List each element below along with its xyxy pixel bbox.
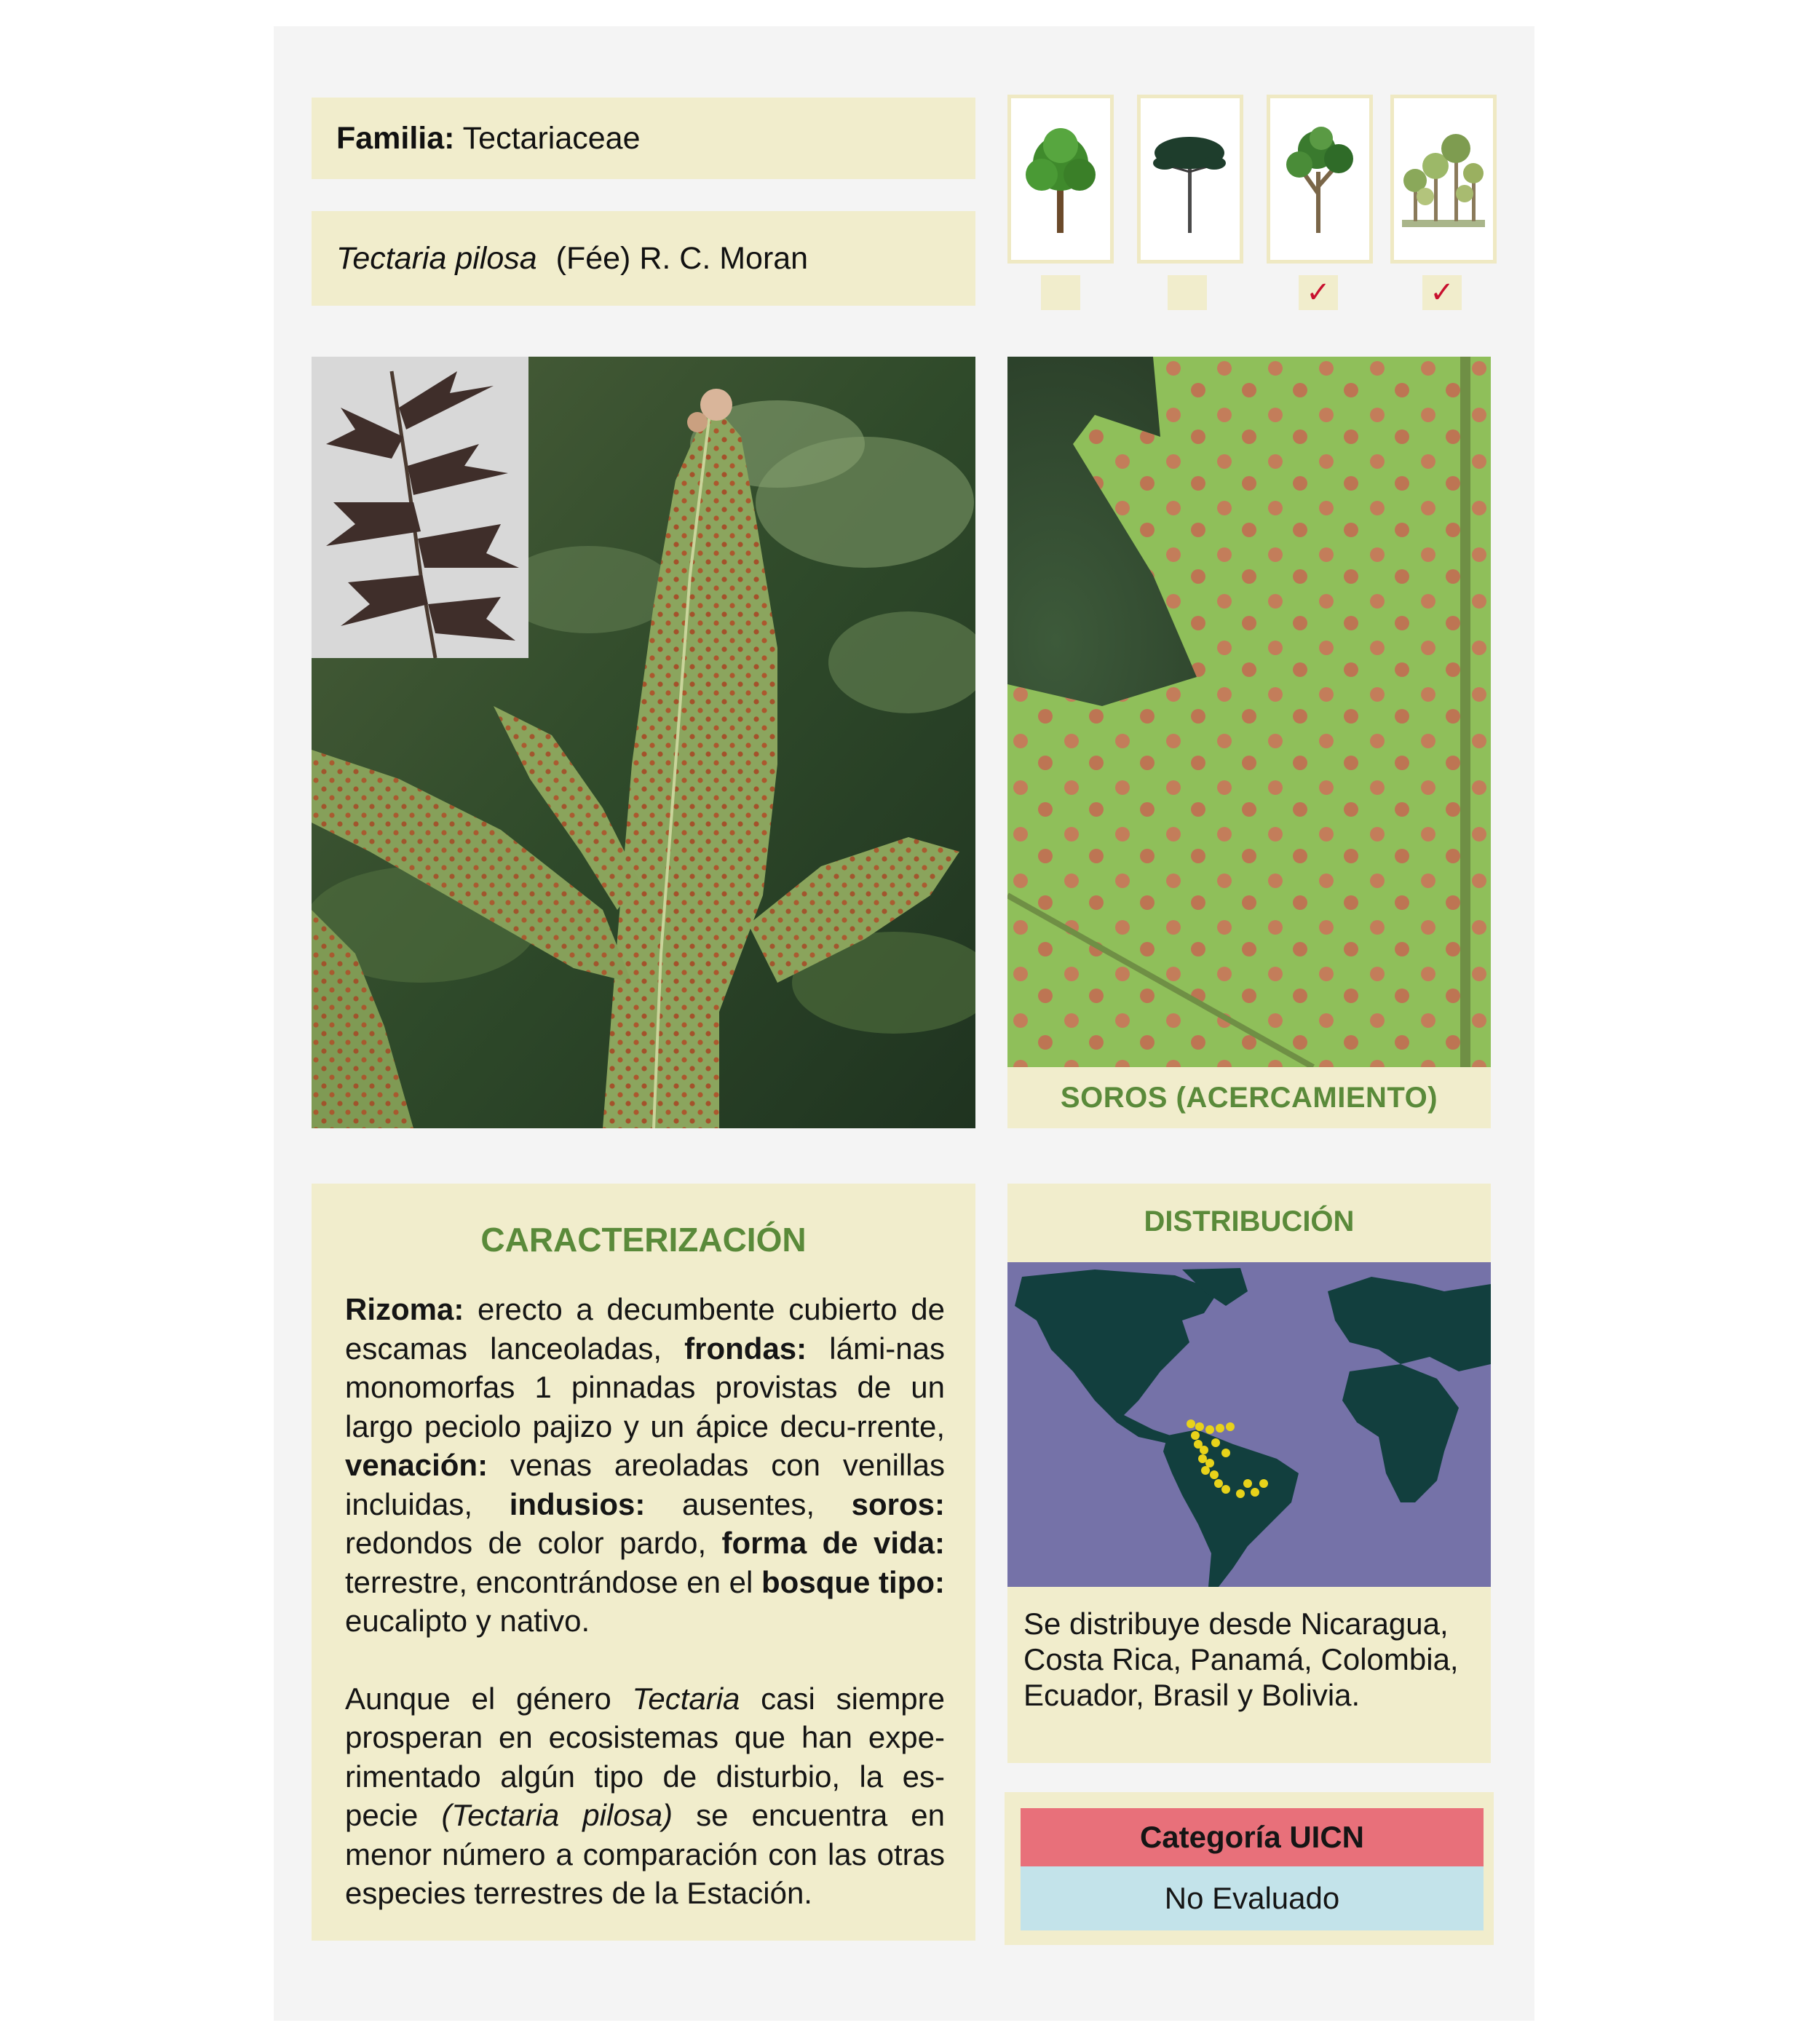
text-run: lámi-nas monomorfas 1 pinnadas provistas de un largo peciolo pajizo y un ápice decu-rrente,	[345, 1331, 945, 1443]
iucn-label: Categoría UICN	[1021, 1808, 1484, 1866]
iucn-value: No Evaluado	[1021, 1866, 1484, 1930]
characterization-box	[312, 1184, 975, 1941]
distribution-box	[1007, 1184, 1491, 1763]
habit-checkbox-4	[1422, 275, 1462, 310]
sori-closeup-photo	[1007, 357, 1491, 1067]
bold-term: indusios:	[509, 1486, 646, 1521]
araucaria-tree-icon	[1143, 121, 1237, 237]
habit-card-eucalyptus	[1267, 95, 1373, 264]
family-value: Tectariaceae	[462, 121, 641, 156]
characterization-paragraph-2	[345, 1679, 945, 1913]
broadleaf-tree-icon	[1017, 121, 1104, 237]
characterization-title: CARACTERIZACIÓN	[480, 1221, 807, 1259]
checkmark-icon: ✓	[1430, 276, 1454, 309]
characterization-text	[345, 1290, 945, 1913]
closeup-caption: SOROS (ACERCAMIENTO)	[1007, 1067, 1491, 1128]
distribution-text: Se distribuye desde Nicaragua, Costa Rica, Panamá, Colombia, Ecuador, Brasil y Bolivia.	[1023, 1607, 1459, 1712]
bold-term: frondas:	[684, 1331, 807, 1366]
bold-term: bosque tipo:	[761, 1564, 945, 1599]
herbarium-specimen-photo	[312, 357, 528, 658]
habit-card-araucaria	[1137, 95, 1243, 264]
text-run: redondos de color pardo,	[345, 1526, 722, 1560]
text-run: casi siempre prosperan en ecosistemas que han expe-rimentado algún tipo de disturbio, la es-pecie	[345, 1681, 946, 1832]
text-run: venas areoladas con venillas incluidas,	[345, 1448, 945, 1521]
text-run: ausentes,	[645, 1486, 852, 1521]
italic-term: Tectaria	[632, 1681, 740, 1716]
family-box	[312, 98, 975, 179]
characterization-paragraph-1	[345, 1290, 945, 1641]
species-name: Tectaria pilosa	[336, 241, 537, 276]
bold-term: forma de vida:	[721, 1526, 945, 1560]
habit-checkbox-1	[1041, 275, 1080, 310]
species-author: (Fée) R. C. Moran	[555, 241, 809, 276]
iucn-box	[1005, 1792, 1494, 1945]
habit-checkbox-2	[1168, 275, 1207, 310]
habit-checkbox-3	[1299, 275, 1338, 310]
text-run: terrestre, encontrándose en el	[345, 1564, 762, 1599]
family-label: Familia:	[336, 121, 455, 156]
distribution-title: DISTRIBUCIÓN	[1144, 1205, 1355, 1237]
checkmark-icon: ✓	[1306, 276, 1331, 309]
eucalyptus-tree-icon	[1276, 121, 1363, 237]
habit-card-forest	[1390, 95, 1497, 264]
bold-term: soros:	[851, 1486, 946, 1521]
distribution-map	[1007, 1262, 1491, 1587]
text-run: eucalipto y nativo.	[345, 1604, 590, 1638]
text-run: erecto a decumbente cubierto de escamas lanceoladas,	[345, 1292, 945, 1366]
bold-term: Rizoma:	[345, 1292, 464, 1326]
forest-stand-icon	[1396, 121, 1491, 237]
habit-card-broadleaf	[1007, 95, 1114, 264]
species-box	[312, 211, 975, 306]
text-run: Aunque el género	[345, 1681, 633, 1716]
bold-term: venación:	[345, 1448, 488, 1482]
text-run: se encuentra en menor número a comparación con las otras especies terrestres de la Estación.	[345, 1798, 946, 1910]
italic-term: (Tectaria pilosa)	[441, 1798, 673, 1832]
